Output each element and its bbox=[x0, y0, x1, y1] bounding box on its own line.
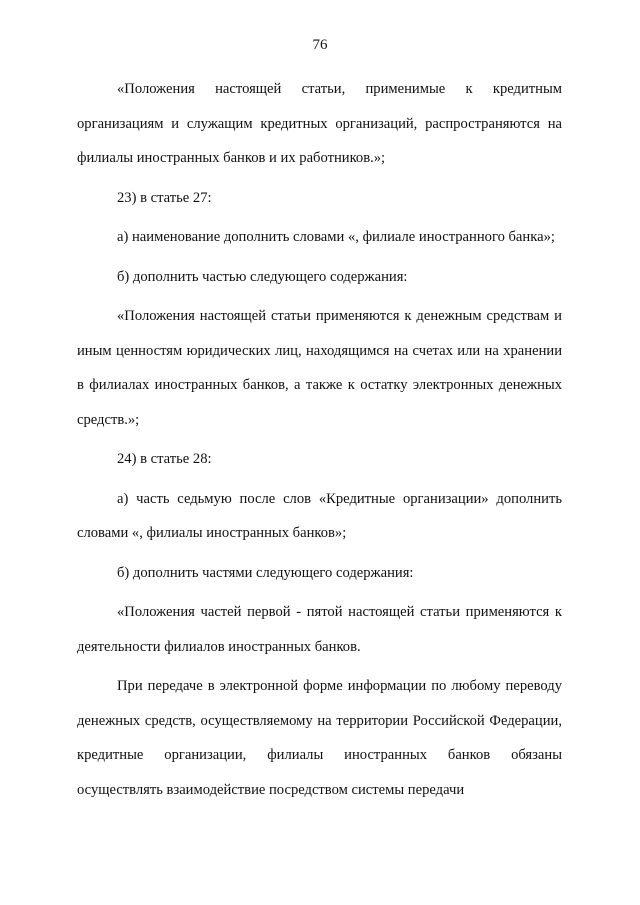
paragraph-10: При передаче в электронной форме информации по любому переводу денежных средств, осуществляемому на территории Российской Федерации, кредитные организации, филиалы иностранных банков обязаны осуществлять взаимодействие посредством системы передачи bbox=[77, 678, 562, 798]
paragraph-9: «Положения частей первой - пятой настоящей статьи применяются к деятельности филиалов иностранных банков. bbox=[77, 604, 562, 655]
page-number: 76 bbox=[312, 37, 328, 53]
paragraph-5: «Положения настоящей статьи применяются к денежным средствам и иным ценностям юридических лиц, находящимся на счетах или на хранении в филиалах иностранных банков, а также к остатку электронных денежных средств.»; bbox=[77, 308, 562, 428]
paragraph-4: б) дополнить частью следующего содержания: bbox=[117, 268, 408, 285]
document-body bbox=[77, 72, 562, 812]
paragraph-6: 24) в статье 28: bbox=[117, 451, 212, 467]
paragraph-1: «Положения настоящей статьи, применимые к кредитным организациям и служащим кредитных организаций, распространяются на филиалы иностранных банков и их работников.»; bbox=[77, 81, 562, 166]
paragraph-3: а) наименование дополнить словами «, филиале иностранного банка»; bbox=[117, 229, 555, 245]
paragraph-8: б) дополнить частями следующего содержания: bbox=[117, 564, 414, 581]
paragraph-7: а) часть седьмую после слов «Кредитные организации» дополнить словами «, филиалы иностранных банков»; bbox=[77, 490, 562, 541]
paragraph-2: 23) в статье 27: bbox=[117, 189, 212, 206]
